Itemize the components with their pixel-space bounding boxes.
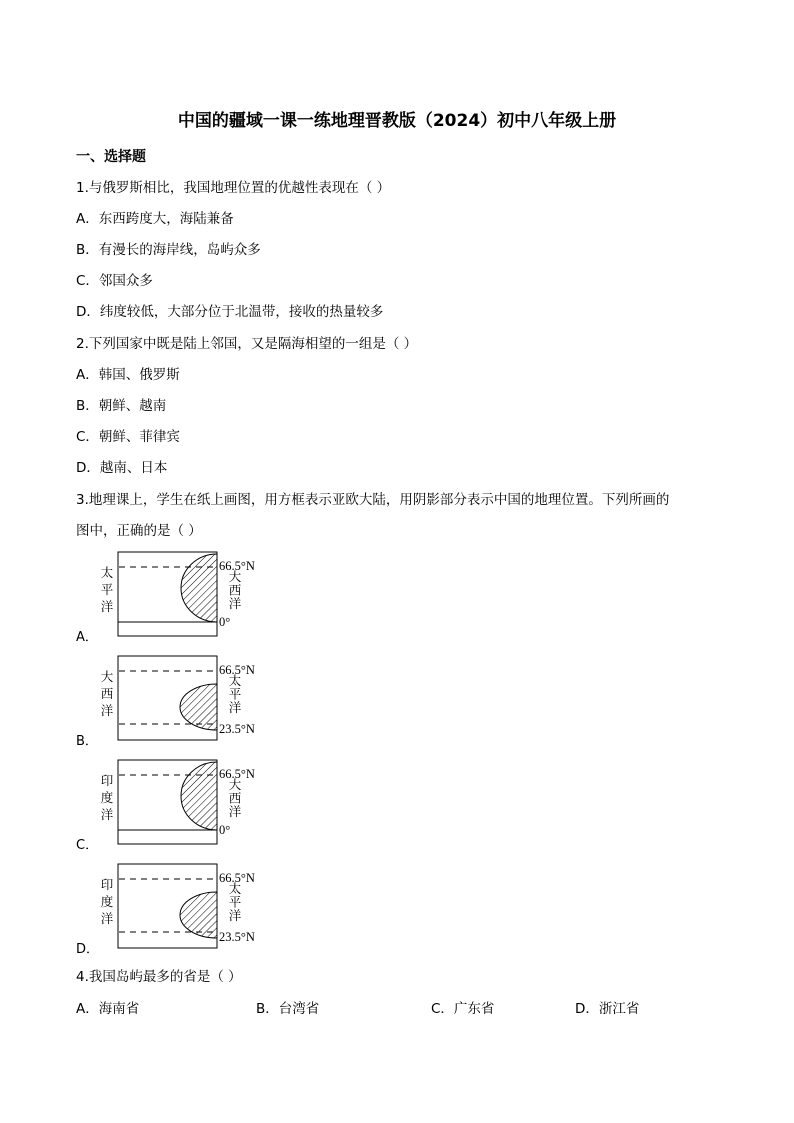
- right-ocean-char: 太: [228, 674, 242, 688]
- left-ocean-char: 太: [100, 566, 114, 580]
- right-ocean-char: 洋: [228, 805, 242, 819]
- left-ocean-char: 洋: [100, 600, 114, 614]
- china-shaded-area: [181, 762, 217, 830]
- right-ocean-char: 大: [228, 570, 242, 584]
- q4-option-a[interactable]: A．海南省: [76, 1001, 140, 1017]
- q3-diagram-d[interactable]: [60, 858, 300, 962]
- question-3-stem-line1: 3.地理课上，学生在纸上画图，用方框表示亚欧大陆，用阴影部分表示中国的地理位置。下列所画的: [76, 492, 670, 508]
- left-ocean-char: 度: [100, 895, 114, 909]
- q3-diagram-b[interactable]: [60, 650, 300, 754]
- right-ocean-char: 洋: [228, 909, 242, 923]
- top-latitude-label: 66.5°N: [219, 767, 255, 781]
- q2-option-b[interactable]: B．朝鲜、越南: [76, 398, 167, 414]
- q3-diagram-c[interactable]: [60, 754, 300, 858]
- diagram-option-letter: A．: [76, 630, 98, 645]
- right-ocean-char: 洋: [228, 701, 242, 715]
- q4-option-c[interactable]: C．广东省: [431, 1001, 495, 1017]
- china-shaded-area: [180, 684, 217, 730]
- q1-option-b[interactable]: B．有漫长的海岸线，岛屿众多: [76, 242, 261, 258]
- left-ocean-char: 大: [100, 670, 114, 684]
- left-ocean-char: 洋: [100, 912, 114, 926]
- question-1-stem: 1.与俄罗斯相比，我国地理位置的优越性表现在（ ）: [76, 180, 391, 196]
- left-ocean-char: 洋: [100, 704, 114, 718]
- right-ocean-char: 西: [228, 791, 242, 806]
- q1-option-d[interactable]: D．纬度较低，大部分位于北温带，接收的热量较多: [76, 304, 384, 320]
- diagram-option-letter: D．: [76, 942, 100, 957]
- right-ocean-char: 大: [228, 778, 242, 792]
- page-title: 中国的疆域一课一练地理晋教版（2024）初中八年级上册: [177, 111, 617, 131]
- left-ocean-char: 西: [100, 687, 114, 701]
- china-shaded-area: [181, 554, 217, 622]
- question-2-stem: 2.下列国家中既是陆上邻国，又是隔海相望的一组是（ ）: [76, 336, 418, 352]
- q4-option-d[interactable]: D．浙江省: [575, 1001, 640, 1017]
- right-ocean-char: 洋: [228, 597, 242, 611]
- bottom-latitude-label: 0°: [219, 615, 231, 629]
- q3-diagram-a[interactable]: [60, 546, 300, 650]
- bottom-latitude-label: 23.5°N: [219, 722, 255, 736]
- left-ocean-char: 度: [100, 791, 114, 805]
- right-ocean-char: 太: [228, 882, 242, 896]
- question-3-stem-line2: 图中，正确的是（ ）: [76, 523, 202, 539]
- q2-option-a[interactable]: A．韩国、俄罗斯: [76, 367, 180, 383]
- bottom-latitude-label: 23.5°N: [219, 930, 255, 944]
- top-latitude-label: 66.5°N: [219, 871, 255, 885]
- q4-option-b[interactable]: B．台湾省: [256, 1001, 320, 1017]
- right-ocean-char: 平: [228, 687, 242, 702]
- bottom-latitude-label: 0°: [219, 823, 231, 837]
- top-latitude-label: 66.5°N: [219, 559, 255, 573]
- q1-option-c[interactable]: C．邻国众多: [76, 273, 153, 289]
- q2-option-c[interactable]: C．朝鲜、菲律宾: [76, 429, 180, 445]
- right-ocean-char: 平: [228, 895, 242, 910]
- q2-option-d[interactable]: D．越南、日本: [76, 460, 168, 476]
- section-heading: 一、选择题: [76, 149, 146, 165]
- china-shaded-area: [180, 892, 217, 938]
- right-ocean-char: 西: [228, 583, 242, 598]
- diagram-option-letter: C．: [76, 838, 99, 853]
- diagram-option-letter: B．: [76, 734, 98, 749]
- top-latitude-label: 66.5°N: [219, 663, 255, 677]
- q1-option-a[interactable]: A．东西跨度大，海陆兼备: [76, 211, 234, 227]
- question-4-stem: 4.我国岛屿最多的省是（ ）: [76, 969, 242, 985]
- left-ocean-char: 印: [100, 878, 114, 892]
- left-ocean-char: 洋: [100, 808, 114, 822]
- left-ocean-char: 平: [100, 583, 114, 597]
- left-ocean-char: 印: [100, 774, 114, 788]
